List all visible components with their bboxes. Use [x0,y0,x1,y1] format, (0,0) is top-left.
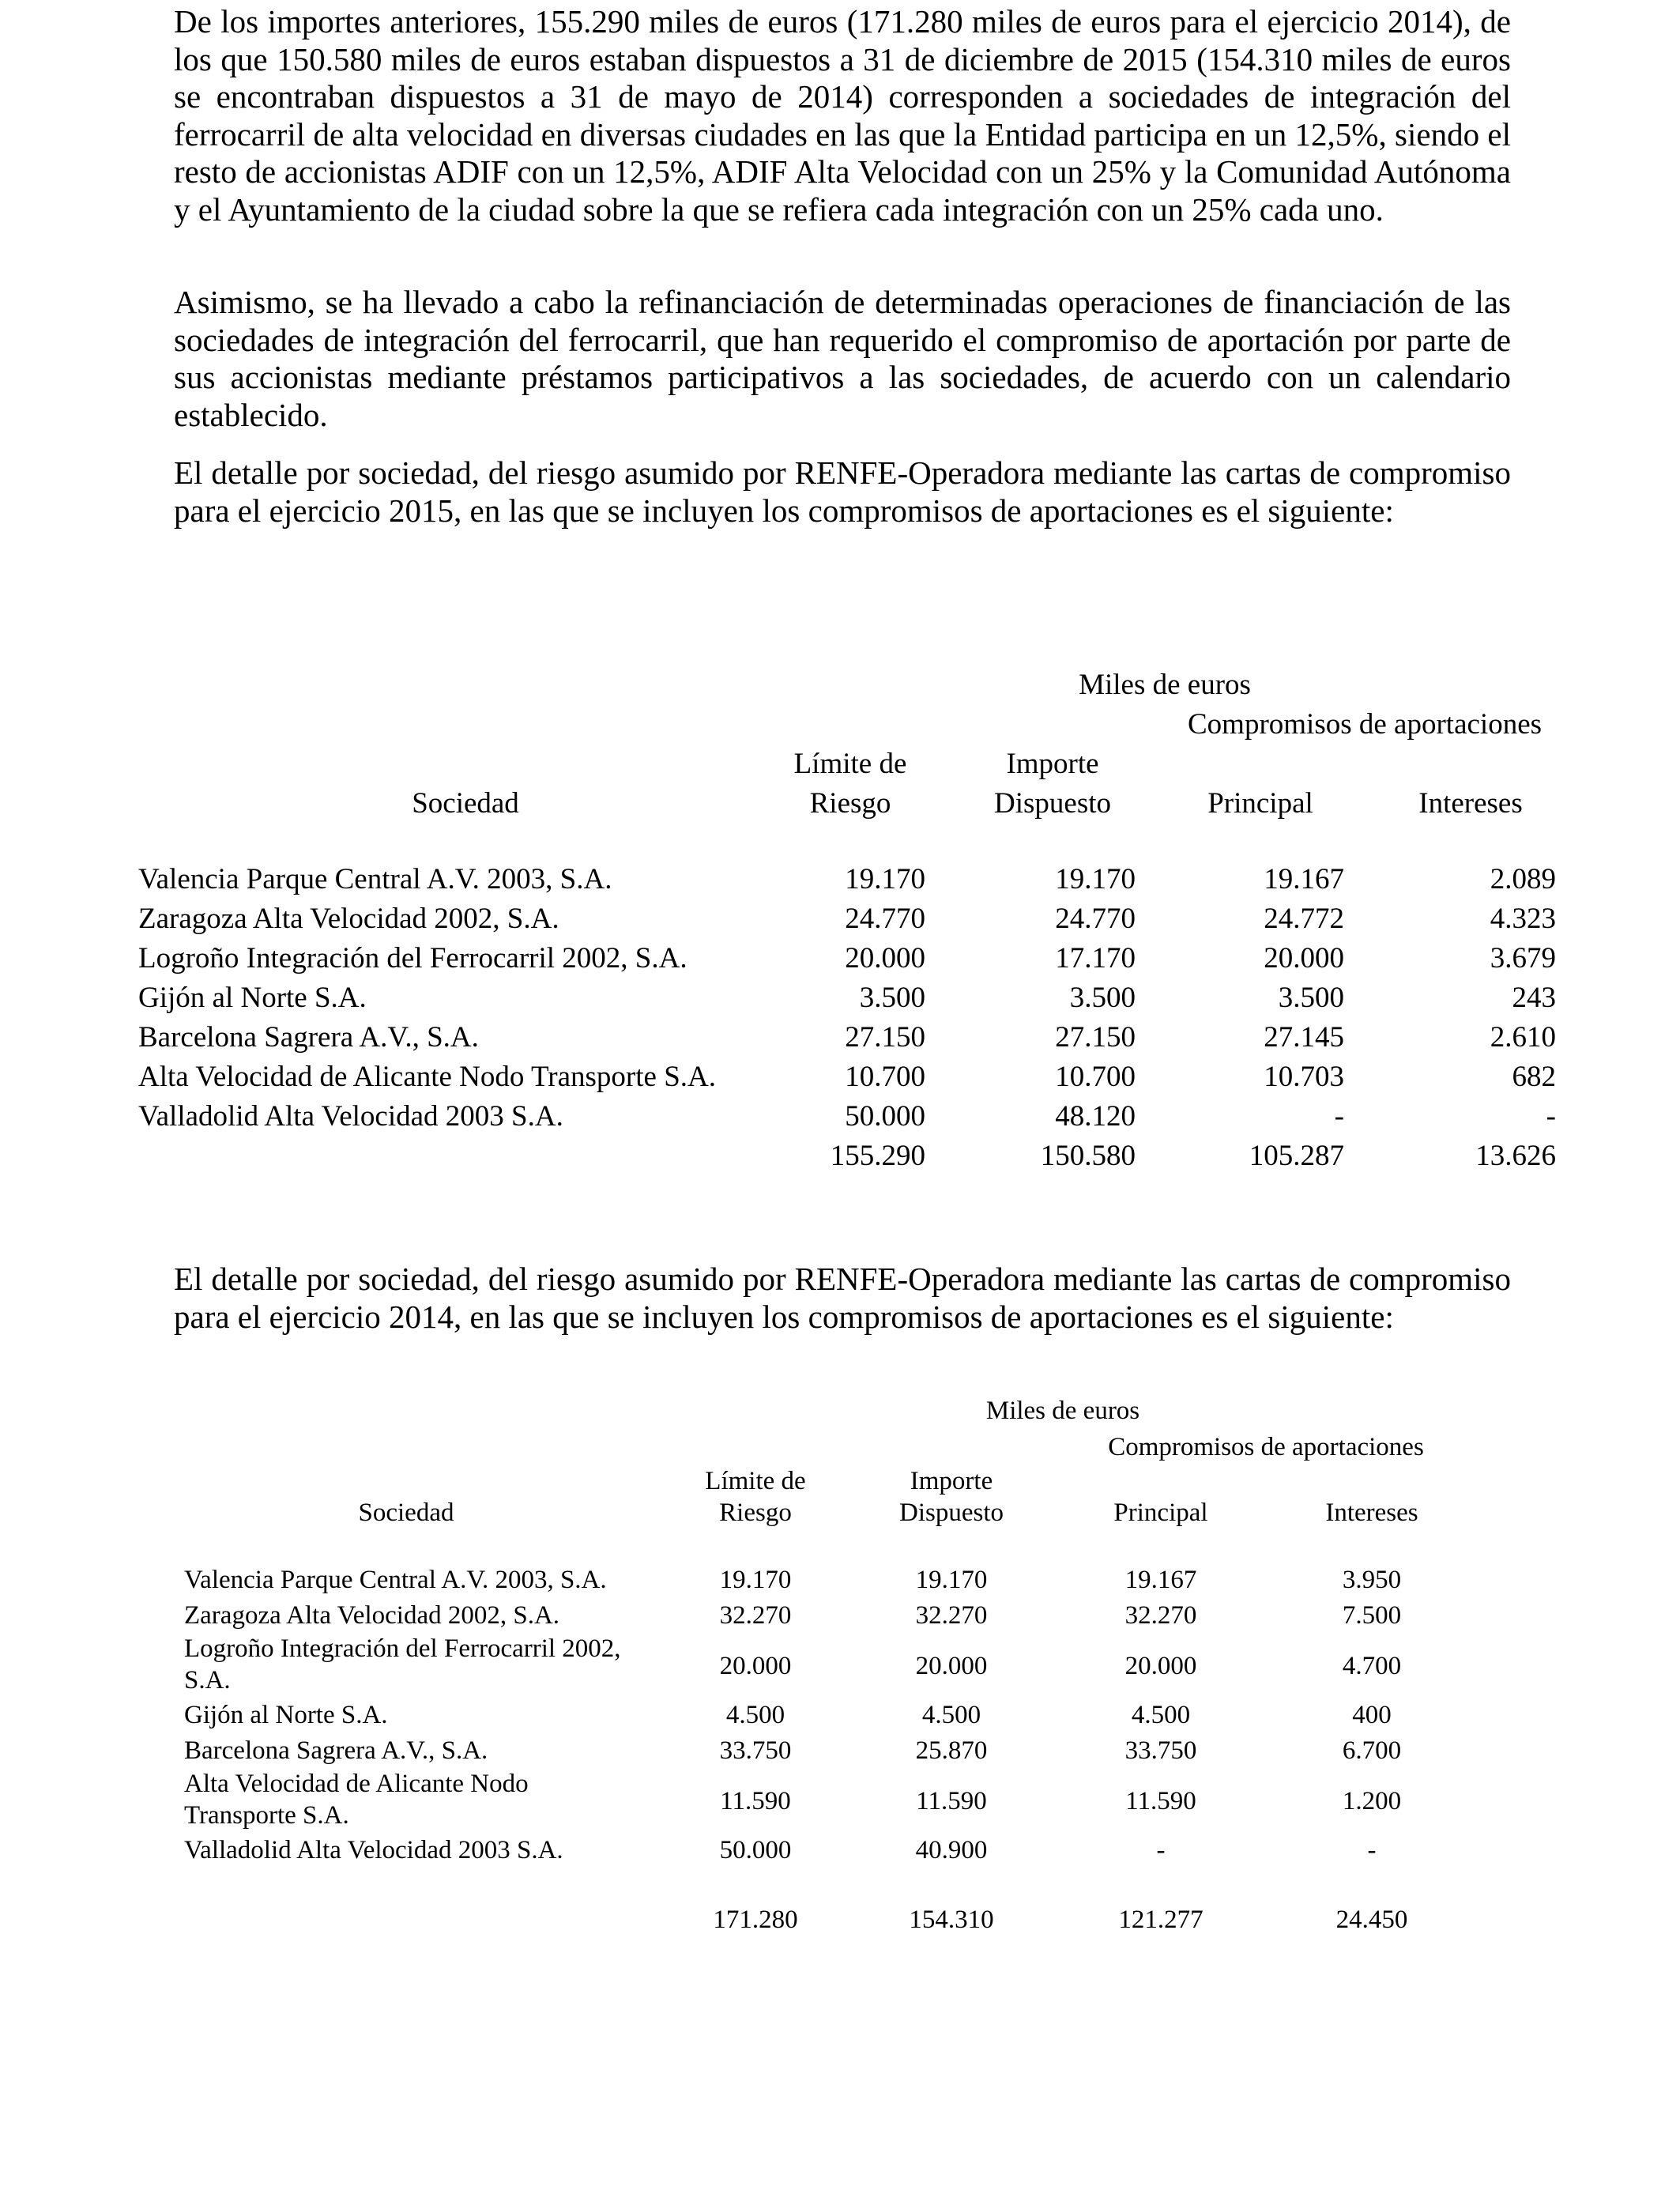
row-importe: 10.700 [1055,1061,1136,1093]
row-limite: 50.000 [845,1100,925,1133]
table-2015-compromisos-header: Compromisos de aportaciones [1187,708,1543,741]
row-importe: 24.770 [1055,903,1136,935]
total-intereses: 24.450 [1335,1906,1408,1934]
table-2014-limite-header-2: Riesgo [719,1498,792,1527]
table-2014-principal-header: Principal [1113,1498,1208,1527]
table-row [0,902,1680,941]
row-intereses: 3.679 [1490,942,1556,974]
table-total-row [0,1139,1680,1178]
table-2014-intereses-header: Intereses [1325,1498,1418,1527]
table-2015-principal-header: Principal [1207,787,1313,820]
row-importe: 25.870 [915,1736,988,1765]
row-importe: 19.170 [1055,863,1136,895]
row-limite: 32.270 [719,1601,792,1630]
row-limite: 4.500 [725,1701,785,1729]
paragraph-detalle-2015: El detalle por sociedad, del riesgo asumido por RENFE-Operadora mediante las cartas de compromiso para el ejercicio 2015, en las que se incluyen los compromisos de aportaciones es el siguiente: [174,454,1511,529]
row-sociedad: Valencia Parque Central A.V. 2003, S.A. [138,863,612,895]
table-2015-intereses-header: Intereses [1418,787,1523,820]
row-sociedad: Gijón al Norte S.A. [184,1701,388,1729]
row-limite: 11.590 [720,1787,791,1815]
row-intereses: 243 [1512,982,1556,1014]
total-importe: 150.580 [1040,1140,1136,1172]
table-2015-sociedad-header: Sociedad [412,787,519,820]
row-intereses: - [1367,1836,1377,1864]
row-sociedad: Gijón al Norte S.A. [138,982,367,1014]
row-principal: 19.167 [1124,1566,1197,1594]
row-principal: 27.145 [1264,1021,1344,1054]
row-principal: 20.000 [1124,1652,1197,1680]
row-sociedad: Alta Velocidad de Alicante Nodo Transporte S.A. [184,1770,529,1830]
table-2014-importe-header-1: Importe [910,1467,993,1495]
row-importe: 20.000 [915,1652,988,1680]
table-2015-limite-header-2: Riesgo [809,787,891,820]
row-intereses: 682 [1512,1061,1556,1093]
row-limite: 10.700 [845,1061,925,1093]
table-2014-compromisos-header: Compromisos de aportaciones [1108,1433,1424,1461]
row-importe: 11.590 [916,1787,987,1815]
row-intereses: 4.700 [1342,1652,1402,1680]
row-limite: 19.170 [719,1566,792,1594]
row-principal: 33.750 [1124,1736,1197,1765]
table-row [0,981,1680,1020]
row-intereses: 1.200 [1342,1787,1402,1815]
row-limite: 24.770 [845,903,925,935]
row-importe: 32.270 [915,1601,988,1630]
row-intereses: 3.950 [1342,1566,1402,1594]
row-importe: 19.170 [915,1566,988,1594]
table-2015-importe-header-1: Importe [1006,748,1099,780]
row-sociedad: Valladolid Alta Velocidad 2003 S.A. [184,1836,563,1864]
total-intereses: 13.626 [1475,1140,1556,1172]
row-intereses: 2.089 [1490,863,1556,895]
row-limite: 19.170 [845,863,925,895]
row-principal: 19.167 [1264,863,1344,895]
table-row [0,1060,1680,1099]
table-2014-importe-header-2: Dispuesto [899,1498,1004,1527]
row-principal: 3.500 [1278,982,1344,1014]
row-principal: 32.270 [1124,1601,1197,1630]
row-sociedad: Alta Velocidad de Alicante Nodo Transporte S.A. [138,1061,717,1093]
row-principal: 10.703 [1264,1061,1344,1093]
row-principal: 20.000 [1264,942,1344,974]
row-principal: 24.772 [1264,903,1344,935]
table-2014-limite-header-1: Límite de [705,1467,806,1495]
row-sociedad: Zaragoza Alta Velocidad 2002, S.A. [138,903,559,935]
row-limite: 27.150 [845,1021,925,1054]
row-importe: 40.900 [915,1836,988,1864]
row-importe: 4.500 [921,1701,981,1729]
row-sociedad: Logroño Integración del Ferrocarril 2002, S.A. [184,1634,621,1695]
row-principal: 4.500 [1131,1701,1191,1729]
table-2014-sociedad-header: Sociedad [358,1498,454,1527]
row-sociedad: Valladolid Alta Velocidad 2003 S.A. [138,1100,563,1133]
row-limite: 3.500 [859,982,925,1014]
total-importe: 154.310 [909,1906,994,1934]
row-sociedad: Barcelona Sagrera A.V., S.A. [138,1021,479,1054]
row-intereses: - [1546,1100,1556,1133]
paragraph-detalle-2014: El detalle por sociedad, del riesgo asumido por RENFE-Operadora mediante las cartas de compromiso para el ejercicio 2014, en las que se incluyen los compromisos de aportaciones es el siguiente: [174,1261,1511,1335]
total-limite: 171.280 [713,1906,798,1934]
row-sociedad: Barcelona Sagrera A.V., S.A. [184,1736,488,1765]
row-limite: 50.000 [719,1836,792,1864]
row-limite: 20.000 [719,1652,792,1680]
row-sociedad: Valencia Parque Central A.V. 2003, S.A. [184,1566,607,1594]
table-row [0,1099,1680,1139]
paragraph-importes: De los importes anteriores, 155.290 miles de euros (171.280 miles de euros para el ejercicio 2014), de los que 150.580 miles de euros estaban dispuestos a 31 de diciembre de 2015 (154.310 miles de euros se encontraban dispuestos a 31 de mayo de 2014) corresponden a sociedades de integración del ferrocarril de alta velocidad en diversas ciudades en las que la Entidad participa en un 12,5%, siendo el resto de accionistas ADIF con un 12,5%, ADIF Alta Velocidad con un 25% y la Comunidad Autónoma y el Ayuntamiento de la ciudad sobre la que se refiera cada integración con un 25% cada uno. [174,3,1511,228]
table-2015-limite-header-1: Límite de [793,748,907,780]
table-2015-importe-header-2: Dispuesto [994,787,1111,820]
row-importe: 27.150 [1055,1021,1136,1054]
table-row [0,941,1680,981]
row-sociedad: Zaragoza Alta Velocidad 2002, S.A. [184,1601,560,1630]
row-intereses: 2.610 [1490,1021,1556,1054]
row-intereses: 6.700 [1342,1736,1402,1765]
table-row [0,862,1680,902]
total-principal: 121.277 [1118,1906,1203,1934]
total-limite: 155.290 [830,1140,925,1172]
table-2014-miles-header: Miles de euros [985,1397,1140,1425]
row-intereses: 7.500 [1342,1601,1402,1630]
row-intereses: 400 [1352,1701,1392,1729]
row-importe: 17.170 [1055,942,1136,974]
table-row [0,1020,1680,1060]
table-2015-miles-header: Miles de euros [1079,669,1251,701]
total-principal: 105.287 [1249,1140,1344,1172]
row-limite: 20.000 [845,942,925,974]
row-principal: - [1156,1836,1166,1864]
row-importe: 48.120 [1055,1100,1136,1133]
row-importe: 3.500 [1069,982,1136,1014]
row-principal: - [1334,1100,1344,1133]
row-intereses: 4.323 [1490,903,1556,935]
row-principal: 11.590 [1125,1787,1196,1815]
paragraph-refinanciacion: Asimismo, se ha llevado a cabo la refinanciación de determinadas operaciones de financiación de las sociedades de integración del ferrocarril, que han requerido el compromiso de aportación por parte de sus accionistas mediante préstamos participativos a las sociedades, de acuerdo con un calendario establecido. [174,284,1511,433]
row-limite: 33.750 [719,1736,792,1765]
row-sociedad: Logroño Integración del Ferrocarril 2002, S.A. [138,942,687,974]
